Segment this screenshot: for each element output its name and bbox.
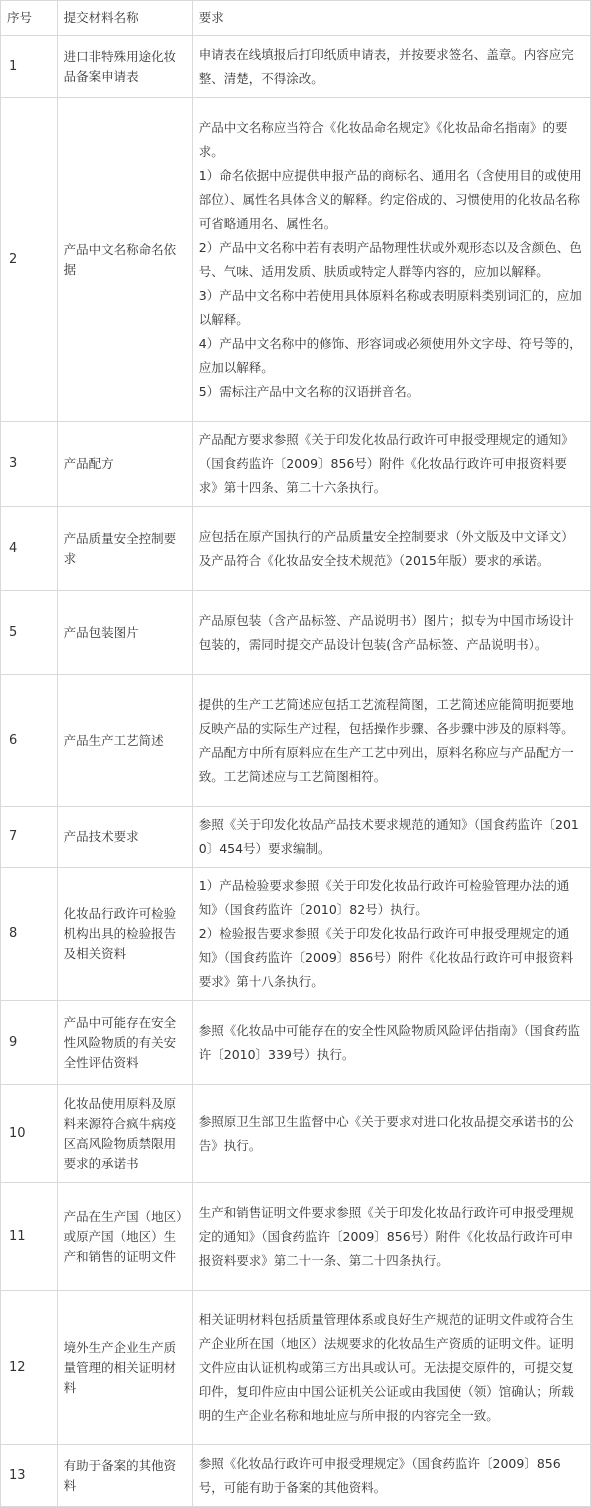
- row-material-name: 产品生产工艺简述: [57, 675, 192, 807]
- row-requirement: [192, 1183, 590, 1291]
- row-material-name: 产品技术要求: [57, 807, 192, 868]
- header-material-name: 提交材料名称: [57, 1, 192, 36]
- row-material-name: 产品包装图片: [57, 591, 192, 675]
- table-row: [1, 1001, 591, 1085]
- row-material-name: 有助于备案的其他资料: [57, 1445, 192, 1507]
- row-material-name: 进口非特殊用途化妆品备案申请表: [57, 36, 192, 98]
- row-material-name: 产品中文名称命名依据: [57, 98, 192, 422]
- table-row: [1, 507, 591, 591]
- table-header-row: [1, 1, 591, 36]
- row-requirement: [192, 675, 590, 807]
- row-serial-no: 1: [1, 36, 58, 98]
- table-body: [1, 36, 591, 1507]
- row-serial-no: 11: [1, 1183, 58, 1291]
- row-requirement: [192, 98, 590, 422]
- requirement-text: 2）检验报告要求参照《关于印发化妆品行政许可申报受理规定的通知》（国食药监许〔2009〕856号）附件《化妆品行政许可申报资料要求》第十八条执行。: [198, 926, 574, 989]
- row-material-name: 产品配方: [57, 422, 192, 507]
- row-serial-no: 2: [1, 98, 58, 422]
- requirement-text: 参照《关于印发化妆品产品技术要求规范的通知》（国食药监许〔2010〕454号）要求编制。: [198, 817, 579, 856]
- requirement-text: 参照《化妆品中可能存在的安全性风险物质风险评估指南》（国食药监许〔2010〕339号）执行。: [198, 1022, 581, 1062]
- row-serial-no: 9: [1, 1001, 58, 1085]
- row-material-name: 化妆品使用原料及原料来源符合疯牛病疫区高风险物质禁限用要求的承诺书: [57, 1085, 192, 1183]
- requirement-text: 3）产品中文名称中若使用具体原料名称或表明原料类别词汇的，应加以解释。: [198, 287, 582, 327]
- requirement-text: 参照《化妆品行政许可申报受理规定》（国食药监许〔2009〕856号，可能有助于备案的其他资料。: [198, 1455, 561, 1495]
- row-material-name: 产品中可能存在安全性风险物质的有关安全性评估资料: [57, 1001, 192, 1085]
- header-requirement: 要求: [192, 1, 590, 36]
- row-requirement: [192, 868, 590, 1001]
- table-row: [1, 868, 591, 1001]
- table-row: [1, 1183, 591, 1291]
- row-requirement: [192, 36, 590, 98]
- requirement-text: 相关证明材料包括质量管理体系或良好生产规范的证明文件或符合生产企业所在国（地区）法规要求的化妆品生产资质的证明文件。证明文件应由认证机构或第三方出具或认可。无法提交原件的，可提交复印件，复印件应由中国公证机关公证或由我国使（领）馆确认；所载明的生产企业名称和地址应与所申报的内容完全一致。: [198, 1311, 574, 1423]
- row-material-name: 化妆品行政许可检验机构出具的检验报告及相关资料: [57, 868, 192, 1001]
- table-row: [1, 807, 591, 868]
- row-requirement: [192, 1445, 590, 1507]
- row-material-name: 产品在生产国（地区）或原产国（地区）生产和销售的证明文件: [57, 1183, 192, 1291]
- row-serial-no: 3: [1, 422, 58, 507]
- row-serial-no: 13: [1, 1445, 58, 1507]
- table-row: [1, 1085, 591, 1183]
- table-row: [1, 675, 591, 807]
- requirement-text: 1）命名依据中应提供申报产品的商标名、通用名（含使用目的或使用部位）、属性名具体含义的解释。约定俗成的、习惯使用的化妆品名称可省略通用名、属性名。: [198, 167, 582, 231]
- row-requirement: [192, 422, 590, 507]
- row-requirement: [192, 1085, 590, 1183]
- row-requirement: [192, 507, 590, 591]
- table-row: [1, 1445, 591, 1507]
- requirement-text: 提供的生产工艺简述应包括工艺流程简图，工艺简述应能简明扼要地反映产品的实际生产过程，包括操作步骤、各步骤中涉及的原料等。产品配方中所有原料应在生产工艺中列出，原料名称应与产品配方一致。工艺简述应与工艺简图相符。: [198, 696, 574, 784]
- row-serial-no: 6: [1, 675, 58, 807]
- row-requirement: [192, 1001, 590, 1085]
- row-material-name: 境外生产企业生产质量管理的相关证明材料: [57, 1291, 192, 1445]
- table-row: [1, 1291, 591, 1445]
- row-serial-no: 8: [1, 868, 58, 1001]
- requirement-text: 申请表在线填报后打印纸质申请表，并按要求签名、盖章。内容应完整、清楚，不得涂改。: [198, 46, 574, 86]
- requirement-text: 5）需标注产品中文名称的汉语拼音名。: [198, 383, 420, 399]
- row-serial-no: 7: [1, 807, 58, 868]
- table-row: [1, 36, 591, 98]
- requirement-text: 2）产品中文名称中若有表明产品物理性状或外观形态以及含颜色、色号、气味、适用发质、肤质或特定人群等内容的，应加以解释。: [198, 239, 582, 279]
- table-row: [1, 98, 591, 422]
- row-serial-no: 5: [1, 591, 58, 675]
- table-row: [1, 422, 591, 507]
- row-requirement: [192, 1291, 590, 1445]
- requirement-text: 1）产品检验要求参照《关于印发化妆品行政许可检验管理办法的通知》（国食药监许〔2010〕82号）执行。: [198, 878, 570, 917]
- requirement-text: 生产和销售证明文件要求参照《关于印发化妆品行政许可申报受理规定的通知》（国食药监许〔2009〕856号）附件《化妆品行政许可申报资料要求》第二十一条、第二十四条执行。: [198, 1204, 574, 1268]
- row-requirement: [192, 591, 590, 675]
- row-serial-no: 12: [1, 1291, 58, 1445]
- requirement-text: 产品原包装（含产品标签、产品说明书）图片；拟专为中国市场设计包装的，需同时提交产品设计包装(含产品标签、产品说明书）。: [198, 612, 574, 652]
- row-material-name: 产品质量安全控制要求: [57, 507, 192, 591]
- requirement-text: 4）产品中文名称中的修饰、形容词或必须使用外文字母、符号等的，应加以解释。: [198, 335, 582, 375]
- row-serial-no: 10: [1, 1085, 58, 1183]
- requirement-text: 参照原卫生部卫生监督中心《关于要求对进口化妆品提交承诺书的公告》执行。: [198, 1113, 574, 1153]
- header-serial-no: 序号: [1, 1, 58, 36]
- row-serial-no: 4: [1, 507, 58, 591]
- requirement-text: 应包括在原产国执行的产品质量安全控制要求（外文版及中文译文）及产品符合《化妆品安全技术规范》（2015年版）要求的承诺。: [198, 528, 574, 568]
- requirement-text: 产品中文名称应当符合《化妆品命名规定》《化妆品命名指南》的要求。: [198, 119, 568, 159]
- table-row: [1, 591, 591, 675]
- row-requirement: [192, 807, 590, 868]
- requirement-text: 产品配方要求参照《关于印发化妆品行政许可申报受理规定的通知》（国食药监许〔2009〕856号）附件《化妆品行政许可申报资料要求》第十四条、第二十六条执行。: [198, 432, 574, 495]
